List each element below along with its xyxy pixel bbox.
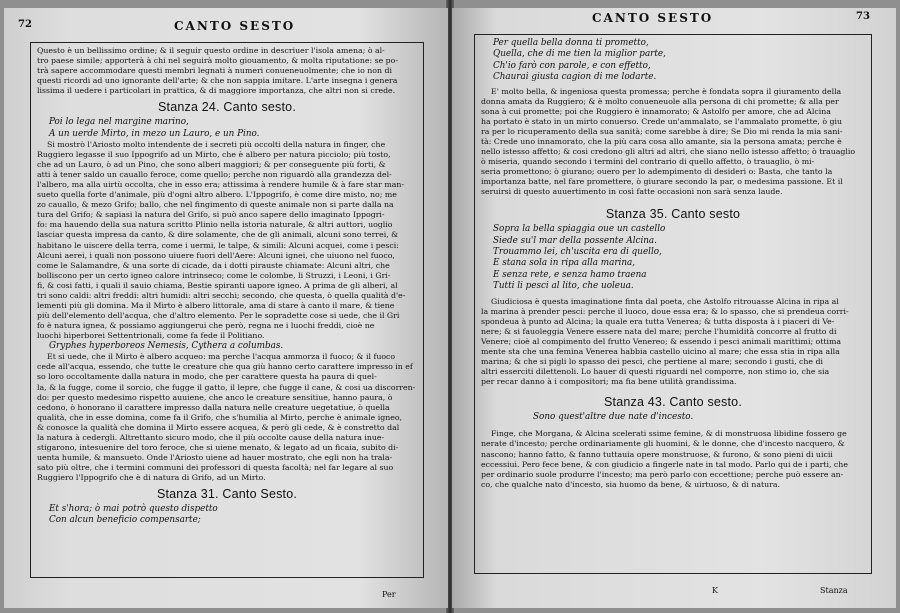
- verse-line: A un uerde Mirto, in mezo un Lauro, e un Pino.: [49, 128, 260, 139]
- text-line: fi, & cosi fatti, i quali il sauio chiama, Bestie spiranti uapore igneo. A prima de gli alberi, al: [37, 280, 398, 290]
- verse-line: Trouammo lei, ch'uscita era di quello,: [493, 246, 662, 257]
- verse-line: Con alcun beneficio compensarte;: [49, 515, 201, 526]
- stanza-heading: Stanza 43. Canto sesto.: [603, 395, 743, 409]
- text-line: & conosce la qualità che domina il Mirto essere acquea, & però gli cede, & è constretto dal: [37, 422, 400, 432]
- right-commentary-1: [481, 87, 865, 198]
- verse-line: Siede su'l mar della possente Alcina.: [493, 235, 657, 246]
- verse-line: Quella, che di me tien la miglior parte,: [493, 49, 666, 60]
- left-running-head: CANTO SESTO: [174, 19, 296, 33]
- text-line: ra per lo ricuperamento della sua sanità; come sarebbe à dire; Se Dio mi renda la mia sani-: [481, 126, 843, 136]
- text-line: zo cauallo, & mezo Grifo; ballo, che nel fingimento di queste animale non si parte dalla na: [37, 200, 394, 210]
- stanza-heading: Stanza 35. Canto sesto: [605, 207, 741, 222]
- left-text-frame: [30, 42, 424, 578]
- text-line: seria promettono; ò giurano; ouero per lo adempimento di desideri o: Basta, che tanto la: [481, 167, 833, 176]
- right-page-number: 73: [856, 11, 870, 22]
- text-line: lementi più gli domina. Ma il Mirto è albero littorale, ama di stare à canto il mare, & tiene: [37, 300, 395, 310]
- text-line: nascono; hanno fatto, & fanno tuttauia opere monstruose, & furono, & sono pieni di uicii: [481, 449, 833, 459]
- left-intro-paragraph: [37, 46, 417, 96]
- text-line: co, che qualche nato d'incesto, sia huomo da bene, & uirtuoso, & di natura.: [481, 479, 780, 489]
- text-line: importanza batte, nel fare promettere, ò giurare secondo la par, o medesima passione. Et il: [481, 177, 843, 187]
- text-line: Finge, che Morgana, & Alcina scelerati ssime femine, & di monstruosa libidine fossero ge: [491, 429, 847, 439]
- text-line: Ruggiero legasse il suo Ippogrifo ad un Mirto, che è albero per natura picciolo; più tosto,: [37, 150, 391, 160]
- left-page-number: 72: [18, 19, 32, 30]
- verse-line: Chaurai giusta cagion di me lodarte.: [493, 72, 657, 83]
- stanza-heading: Stanza 24. Canto sesto.: [157, 100, 297, 115]
- text-line: tri sono caldi: altri freddi: altri humidi: altri secchi; secondo, che questa, ò quella qualità d'e-: [37, 290, 406, 300]
- text-line: do: per questo medesimo rispetto auuiene, che anco le creature sensitiue, hanno paura, ò: [37, 392, 393, 402]
- verse-line: E senza rete, e senza hamo traena: [493, 269, 647, 280]
- text-line: spondeua à punto ad Alcina; la quale era tutta Venerea; & tutta disposta à i piaceri di Ve-: [481, 316, 835, 326]
- verse-line: Sono quest'altre due nate d'incesto.: [533, 412, 694, 422]
- text-line: E' molto bella, & ingeniosa questa promessa; perche è fondata sopra il giuramento della: [491, 86, 842, 96]
- verse-line: Ch'io farò con parole, e con effetto,: [493, 60, 651, 71]
- text-line: fo è natura ignea, & possiamo aggiungerui che però, regna ne i luochi freddi, cioè ne: [37, 320, 375, 330]
- text-line: mente sta che una femina Venerea habbia castello uicino al mare; che essa stia in ripa alla: [481, 346, 840, 356]
- text-line: Venere; cioè al compimento del frutto Venereo; & essendo i pesci animali marittimi; ottima: [481, 336, 842, 346]
- right-running-head: CANTO SESTO: [592, 11, 714, 25]
- text-line: fo: ma hauendo della sua natura scritto Plinio nella istoria naturale, & altri auttori, uoglio: [37, 220, 393, 230]
- verse-line: E stana sola in ripa alla marina,: [493, 258, 636, 269]
- text-line: seruirsi di questo auuertimento in così fatte occasioni non sarà senza laude.: [481, 187, 783, 197]
- text-line: la marina à prender pesci: perche il luoco, doue essa era; & lo spasso, che si prendeua corri-: [481, 306, 849, 316]
- text-line: ha portato è stato in un mirto conuerso. Crede un'ammalato, se l'ammalato promette, ò giu: [481, 116, 843, 126]
- right-commentary-3: [481, 429, 865, 489]
- text-line: tro paese simile; apporterà à chi nel seguirà molto giouamento, & molta riputatione: se po-: [37, 56, 398, 66]
- verse-line: Per quella bella donna ti prometto,: [493, 38, 649, 48]
- text-line: bolliscono per un certo igneo calore intrinseco; come le colombe, li Struzzi, i Leoni, i Gri-: [37, 270, 391, 280]
- stanza-heading: Stanza 31. Canto Sesto.: [156, 487, 298, 501]
- text-line: tà: Crede uno innamorato, che la più cara cosa allo amante, sia la persona amata; perche è: [481, 136, 842, 146]
- text-line: Si mostrò l'Ariosto molto intendente de i secreti più occolti della natura in finger, che: [47, 140, 386, 150]
- text-line: qualità, che in esse domina, come fa il Grifo, che s'humilia al Mirto, perche è animale igneo,: [37, 412, 403, 422]
- text-line: atti à tener saldo un cauallo feroce, come quello; perche non riguardò alla grandezza del-: [37, 170, 392, 180]
- text-line: Giudiciosa è questa imaginatione finta dal poeta, che Astolfo ritrouasse Alcina in ripa al: [491, 296, 839, 306]
- text-line: questi ricordi ad uno ignorante dell'arte; & che non sappia imitare. L'arte insegna i genera: [37, 76, 398, 86]
- right-text-frame: [474, 34, 872, 574]
- text-line: eccessiui. Pero fece bene, & con giudicio a fingerle nate in tal modo. Parlo qui de i parti, che: [481, 459, 848, 469]
- text-line: l'albero, ma alla uirtù occolta, che in esso era; attissima à rendere humile & à fare star man-: [37, 180, 405, 190]
- text-line: nerate d'incesto; perche ordinariamente gli huomini, & le donne, che d'incesto nacquero, &: [481, 439, 845, 449]
- text-line: Questo è un bellissimo ordine; & il seguir questo ordine in descriuer l'isola amena; ò al-: [37, 46, 385, 55]
- text-line: marina; & che si pigli lo spasso dei pesci, che pertiene al mare; secondo i gusti, che di: [481, 356, 824, 366]
- text-line: che ad un Lauro, ò ad un Pino, che sono alberi maggiori; & per conseguente più forti, &: [37, 160, 386, 170]
- text-line: uenta humile, & mansueto. Onde l'Ariosto uiene ad hauer mostrato, che egli non ha trala-: [37, 452, 393, 462]
- left-commentary-1: [37, 140, 417, 341]
- text-line: per ordinario suole produrre l'incesto; ma però parlo con eccettione; perche può essere an-: [481, 469, 844, 479]
- text-line: per recar danno à i compositori; ma fia bene utilità grandissima.: [481, 376, 737, 386]
- left-catchword: Per: [382, 590, 396, 599]
- left-page: [4, 8, 448, 608]
- verse-line: Tutti li pesci al lito, che uoleua.: [493, 281, 634, 292]
- right-text-block: [481, 38, 865, 490]
- text-line: lissima il uedere i particolari in prattica, & di maggiore importanza, che altri non si crede.: [37, 86, 396, 96]
- text-line: so loro occoltamente dalla natura in modo, che per carattere questa ha paura di quel-: [37, 372, 377, 382]
- text-line: Et si uede, che il Mirto è albero acqueo: ma perche l'acqua ammorza il fuoco; & il fuoco: [47, 352, 396, 362]
- text-line: Ruggiero l'Ippogrifo che è di natura di Grifo, ad un Mirto.: [37, 472, 266, 482]
- right-commentary-2: [481, 297, 865, 387]
- latin-verse-line: Gryphes hyperboreos Nemesis, Cythera a columbas.: [49, 340, 284, 351]
- text-line: nello istesso affetto; & cosi credono gli altri ad altri, che siano nello istesso affetto; ò trauaglio: [481, 146, 856, 156]
- text-line: sona à cui promette; poi che Ruggiero è innamorato; & Astolfo per amore, che ad Alcina: [481, 106, 831, 116]
- verse-line: Poi lo lega nel margine marino,: [49, 117, 189, 128]
- left-text-block: [37, 46, 417, 527]
- text-line: più dell'elemento dell'acqua, che d'altro elemento. Per le sopradette cose si uede, che il Gri: [37, 310, 400, 320]
- text-line: trà sapere accommodare questi membri legnati à numeri conueneuolmente; che io non di: [37, 66, 392, 76]
- text-line: luochi hiperborei Settentrionali, come fa fede il Politiano.: [37, 330, 265, 340]
- text-line: sato più oltre, che i termini communi dei professori di questa facoltà; nel far legare al suo: [37, 462, 394, 472]
- verse-line: Et s'hora; ò mai potrò questo dispetto: [49, 504, 218, 514]
- text-line: stigarono, intesuenire del toro feroce, che si uiene menato, & legato ad un ficaia, subito di-: [37, 442, 399, 452]
- text-line: donna amata da Ruggiero; & è molto conueneuole alla persona di chi promette; & alla per: [481, 96, 839, 106]
- text-line: la, & la fugge, come il sorcio, che fugge il gatto, il lepre, che fugge il cane, & cosi ua discorren-: [37, 382, 416, 392]
- left-commentary-2: [37, 352, 417, 483]
- verse-line: Sopra la bella spiaggia oue un castello: [493, 224, 666, 235]
- text-line: la natura à cedergli. Altrettanto sicuro modo, che il più occolte cause della natura inue-: [37, 432, 385, 442]
- text-line: nere; & si fauoleggia Venere essere nata del mare; perche l'humidità concorre al frutto di: [481, 326, 837, 336]
- text-line: altri esserciti dilettenoli. Lo hauer di questi riguardi nel comporre, non stimo io, che sia: [481, 366, 830, 376]
- text-line: come le Salamandre, & una sorte di cicade, da i dotti pirauste chiamate: Alcuni altri, che: [37, 260, 390, 270]
- text-line: cede all'acqua, essendo, che tutte le creature che qua giù hanno certo carattere impresso in ef: [37, 362, 413, 372]
- right-catchword: Stanza: [820, 586, 848, 595]
- right-page: [452, 8, 896, 608]
- text-line: sueto quella forte d'animale, più d'ogni altro albero. L'Ippogrifo, è come dire misto, no; me: [37, 190, 397, 200]
- text-line: habitano le uiscere della terra, come i uermi, le talpe, & simili: Alcuni acquei, come i pesci:: [37, 240, 399, 250]
- text-line: lasciar questa impresa da canto, & dire solamente, che de gli animali, alcuni sono terrei, &: [37, 230, 399, 240]
- text-line: tura del Grifo; & sapiasi la natura del Grifo, si può anco sapere dello imaginato Ippogri-: [37, 210, 385, 220]
- text-line: Alcuni aerei, i quali non possono uiuere fuori dell'Aere: Alcuni ignei, che uiuono nel fuoco,: [37, 250, 395, 260]
- text-line: cedono, ò honorano il carattere impresso dalla natura nelle creature uegetatiue, ò quella: [37, 402, 390, 412]
- text-line: ò miseria, quando secondo i termini del contrario di quello affetto, ò trauaglio, ò mi-: [481, 156, 815, 166]
- signature-mark: K: [712, 586, 718, 595]
